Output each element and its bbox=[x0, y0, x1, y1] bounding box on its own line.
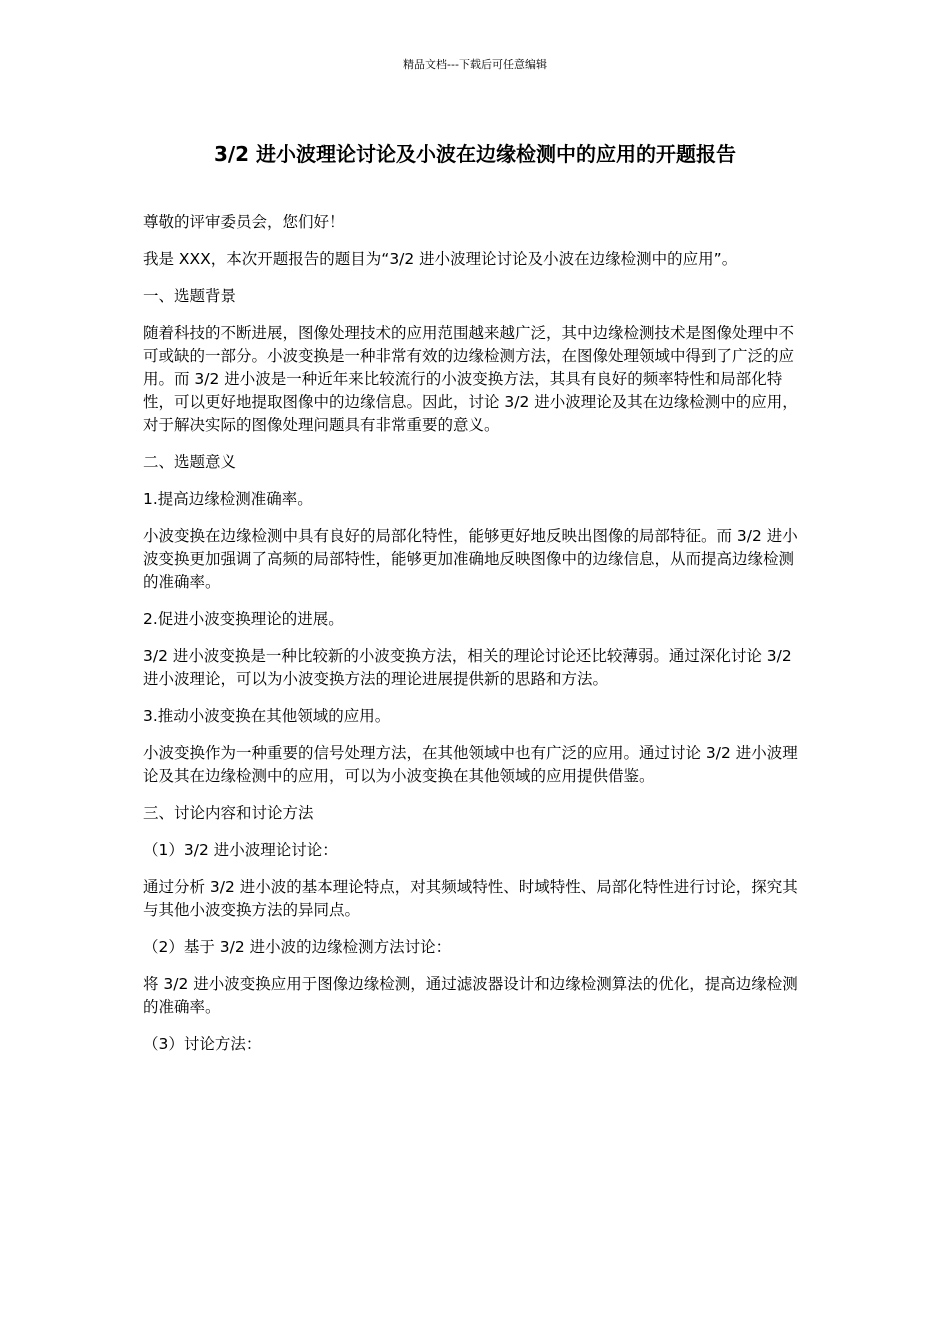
header-note: 精品文档---下载后可任意编辑 bbox=[403, 58, 547, 71]
document-title: 3/2 进小波理论讨论及小波在边缘检测中的应用的开题报告 bbox=[213, 142, 737, 166]
significance-item-2: 2.促进小波变换理论的进展。 bbox=[143, 610, 344, 628]
section-heading-content-methods: 三、讨论内容和讨论方法 bbox=[143, 804, 314, 822]
section-heading-significance: 二、选题意义 bbox=[143, 453, 237, 471]
content-item-1: （1）3/2 进小波理论讨论： bbox=[143, 841, 338, 859]
content-item-3: （3）讨论方法： bbox=[143, 1035, 262, 1053]
greeting: 尊敬的评审委员会，您们好！ bbox=[143, 213, 345, 231]
significance-text-3: 小波变换作为一种重要的信号处理方法，在其他领域中也有广泛的应用。通过讨论 3/2 进小波理论及其在边缘检测中的应用，可以为小波变换在其他领域的应用提供借鉴。 bbox=[143, 744, 798, 785]
significance-item-3: 3.推动小波变换在其他领域的应用。 bbox=[143, 707, 391, 725]
intro-paragraph: 我是 XXX，本次开题报告的题目为“3/2 进小波理论讨论及小波在边缘检测中的应用”。 bbox=[143, 250, 738, 268]
document-body bbox=[143, 211, 803, 1070]
content-text-2: 将 3/2 进小波变换应用于图像边缘检测，通过滤波器设计和边缘检测算法的优化，提高边缘检测的准确率。 bbox=[143, 975, 798, 1016]
content-item-2: （2）基于 3/2 进小波的边缘检测方法讨论： bbox=[143, 938, 452, 956]
content-text-1: 通过分析 3/2 进小波的基本理论特点，对其频域特性、时域特性、局部化特性进行讨论，探究其与其他小波变换方法的异同点。 bbox=[143, 878, 798, 919]
section-heading-background: 一、选题背景 bbox=[143, 287, 237, 305]
significance-text-2: 3/2 进小波变换是一种比较新的小波变换方法，相关的理论讨论还比较薄弱。通过深化讨论 3/2 进小波理论，可以为小波变换方法的理论进展提供新的思路和方法。 bbox=[143, 647, 792, 688]
background-paragraph: 随着科技的不断进展，图像处理技术的应用范围越来越广泛，其中边缘检测技术是图像处理中不可或缺的一部分。小波变换是一种非常有效的边缘检测方法，在图像处理领域中得到了广泛的应用。而 3/2 进小波是一种近年来比较流行的小波变换方法，其具有良好的频率特性和局部化特性，可以更好地提取图像中的边缘信息。因此，讨论 3/2 进小波理论及其在边缘检测中的应用，对于解决实际的图像处理问题具有非常重要的意义。 bbox=[143, 324, 798, 434]
significance-item-1: 1.提高边缘检测准确率。 bbox=[143, 490, 313, 508]
significance-text-1: 小波变换在边缘检测中具有良好的局部化特性，能够更好地反映出图像的局部特征。而 3/2 进小波变换更加强调了高频的局部特性，能够更加准确地反映图像中的边缘信息，从而提高边缘检测的准确率。 bbox=[143, 527, 798, 591]
